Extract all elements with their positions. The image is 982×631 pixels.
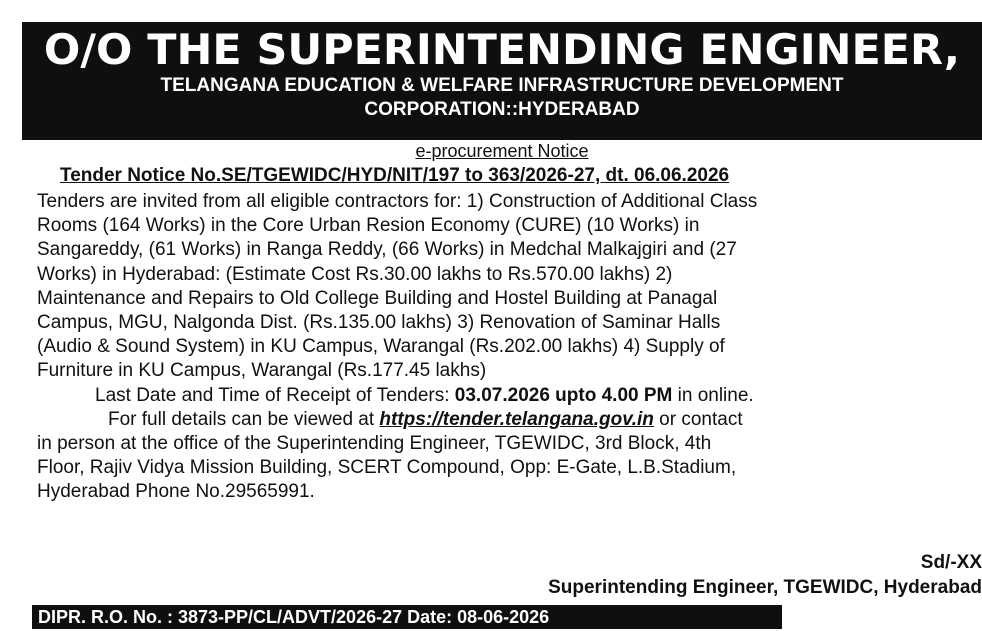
last-date-suffix: in online. (672, 384, 754, 406)
eprocurement-heading (22, 140, 982, 162)
notice-body (37, 190, 982, 505)
address-line: Floor, Rajiv Vidya Mission Building, SCERT Compound, Opp: E-Gate, L.B.Stadium, (37, 457, 737, 479)
last-date-line (37, 384, 982, 408)
details-suffix: or contact (653, 408, 743, 430)
body-line: (Audio & Sound System) in KU Campus, Warangal (Rs.202.00 lakhs) 4) Supply of (37, 336, 725, 358)
signature-sd: Sd/-XX (920, 552, 982, 573)
body-line: Rooms (164 Works) in the Core Urban Resion Economy (CURE) (10 Works) in (37, 215, 700, 237)
corporation-name: TELANGANA EDUCATION & WELFARE INFRASTRUCTURE DEVELOPMENT (160, 75, 844, 96)
details-prefix: For full details can be viewed at (108, 408, 380, 430)
corporation-location: CORPORATION::HYDERABAD (364, 99, 640, 120)
body-line: Furniture in KU Campus, Warangal (Rs.177.45 lakhs) (37, 360, 487, 382)
address-line: Hyderabad Phone No.29565991. (37, 481, 315, 503)
signature-designation: Superintending Engineer, TGEWIDC, Hyderabad (548, 577, 982, 598)
tender-portal-link[interactable]: https://tender.telangana.gov.in (379, 408, 654, 430)
body-line: Works) in Hyderabad: (Estimate Cost Rs.30.00 lakhs to Rs.570.00 lakhs) 2) (37, 263, 673, 285)
body-line: Sangareddy, (61 Works) in Ranga Reddy, (66 Works) in Medchal Malkajgiri and (27 (37, 239, 737, 261)
tender-notice-number: Tender Notice No.SE/TGEWIDC/HYD/NIT/197 to 363/2026-27, dt. 06.06.2026 (60, 165, 730, 186)
body-line: Tenders are invited from all eligible contractors for: 1) Construction of Additional Class (37, 191, 758, 212)
last-date-value: 03.07.2026 upto 4.00 PM (454, 384, 673, 406)
body-line: Campus, MGU, Nalgonda Dist. (Rs.135.00 lakhs) 3) Renovation of Saminar Halls (37, 312, 721, 334)
eprocurement-label: e-procurement Notice (415, 141, 589, 161)
details-line (37, 408, 982, 432)
last-date-prefix: Last Date and Time of Receipt of Tenders: (95, 384, 455, 406)
body-line: Maintenance and Repairs to Old College Building and Hostel Building at Panagal (37, 287, 718, 309)
office-title: O/O THE SUPERINTENDING ENGINEER, (43, 25, 961, 74)
dipr-reference: DIPR. R.O. No. : 3873-PP/CL/ADVT/2026-27 Date: 08-06-2026 (32, 605, 782, 629)
notice-header (22, 22, 982, 140)
address-line: in person at the office of the Superintending Engineer, TGEWIDC, 3rd Block, 4th (37, 433, 712, 455)
